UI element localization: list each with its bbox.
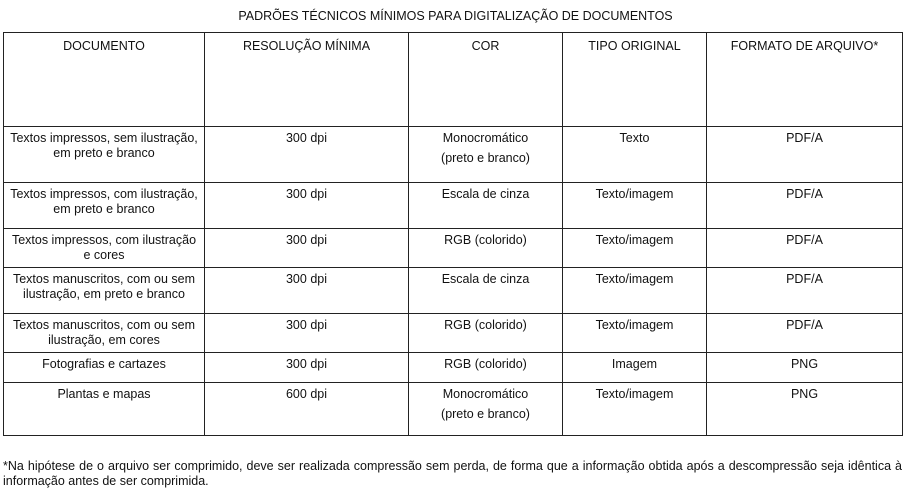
cell-resolucao: 300 dpi	[205, 353, 409, 383]
cell-formato: PDF/A	[707, 127, 903, 183]
cell-tipo-original: Texto	[563, 127, 707, 183]
cell-line: RGB (colorido)	[444, 233, 527, 247]
cell-tipo-original: Imagem	[563, 353, 707, 383]
cell-tipo-original: Texto/imagem	[563, 229, 707, 268]
cell-resolucao: 300 dpi	[205, 183, 409, 229]
cell-formato: PDF/A	[707, 183, 903, 229]
table-row	[4, 183, 903, 229]
cell-tipo-original: Texto/imagem	[563, 383, 707, 436]
cell-documento: Textos impressos, com ilustração e cores	[4, 229, 205, 268]
cell-cor	[409, 314, 563, 353]
cell-resolucao: 600 dpi	[205, 383, 409, 436]
cell-formato: PDF/A	[707, 268, 903, 314]
column-header-resolucao: RESOLUÇÃO MÍNIMA	[205, 33, 409, 127]
cell-formato: PDF/A	[707, 314, 903, 353]
footnote: *Na hipótese de o arquivo ser comprimido, deve ser realizada compressão sem perda, de forma que a informação obtida após a descompressão seja idêntica à informação antes de ser comprimida.	[3, 459, 902, 488]
cell-line: Escala de cinza	[441, 272, 530, 286]
cell-resolucao: 300 dpi	[205, 314, 409, 353]
cell-documento: Textos manuscritos, com ou sem ilustração, em cores	[4, 314, 205, 353]
cell-documento: Textos manuscritos, com ou sem ilustração, em preto e branco	[4, 268, 205, 314]
cell-tipo-original: Texto/imagem	[563, 268, 707, 314]
cell-documento: Textos impressos, com ilustração, em preto e branco	[4, 183, 205, 229]
cell-line: (preto e branco)	[441, 151, 530, 165]
cell-cor	[409, 229, 563, 268]
table-header	[4, 33, 903, 127]
cell-formato: PDF/A	[707, 229, 903, 268]
page-title: PADRÕES TÉCNICOS MÍNIMOS PARA DIGITALIZAÇÃO DE DOCUMENTOS	[238, 9, 673, 23]
cell-line: Escala de cinza	[441, 187, 530, 201]
table-row	[4, 383, 903, 436]
table-row	[4, 229, 903, 268]
cell-documento: Plantas e mapas	[4, 383, 205, 436]
standards-table	[3, 32, 903, 436]
cell-line: RGB (colorido)	[444, 357, 527, 371]
column-header-cor: COR	[409, 33, 563, 127]
cell-documento: Fotografias e cartazes	[4, 353, 205, 383]
table-row	[4, 127, 903, 183]
cell-line: Monocromático	[442, 387, 529, 401]
cell-cor	[409, 268, 563, 314]
cell-formato: PNG	[707, 353, 903, 383]
column-header-documento: DOCUMENTO	[4, 33, 205, 127]
cell-cor	[409, 127, 563, 183]
cell-resolucao: 300 dpi	[205, 229, 409, 268]
column-header-formato: FORMATO DE ARQUIVO*	[707, 33, 903, 127]
cell-documento: Textos impressos, sem ilustração, em preto e branco	[4, 127, 205, 183]
cell-tipo-original: Texto/imagem	[563, 183, 707, 229]
cell-resolucao: 300 dpi	[205, 268, 409, 314]
cell-resolucao: 300 dpi	[205, 127, 409, 183]
table-row	[4, 353, 903, 383]
cell-formato: PNG	[707, 383, 903, 436]
cell-line: (preto e branco)	[441, 407, 530, 421]
header-row	[4, 33, 903, 127]
cell-cor	[409, 353, 563, 383]
cell-line: RGB (colorido)	[444, 318, 527, 332]
cell-line: Monocromático	[442, 131, 529, 145]
cell-cor	[409, 383, 563, 436]
table-row	[4, 268, 903, 314]
cell-tipo-original: Texto/imagem	[563, 314, 707, 353]
table-row	[4, 314, 903, 353]
table-body	[4, 127, 903, 436]
cell-cor	[409, 183, 563, 229]
column-header-tipo-original: TIPO ORIGINAL	[563, 33, 707, 127]
